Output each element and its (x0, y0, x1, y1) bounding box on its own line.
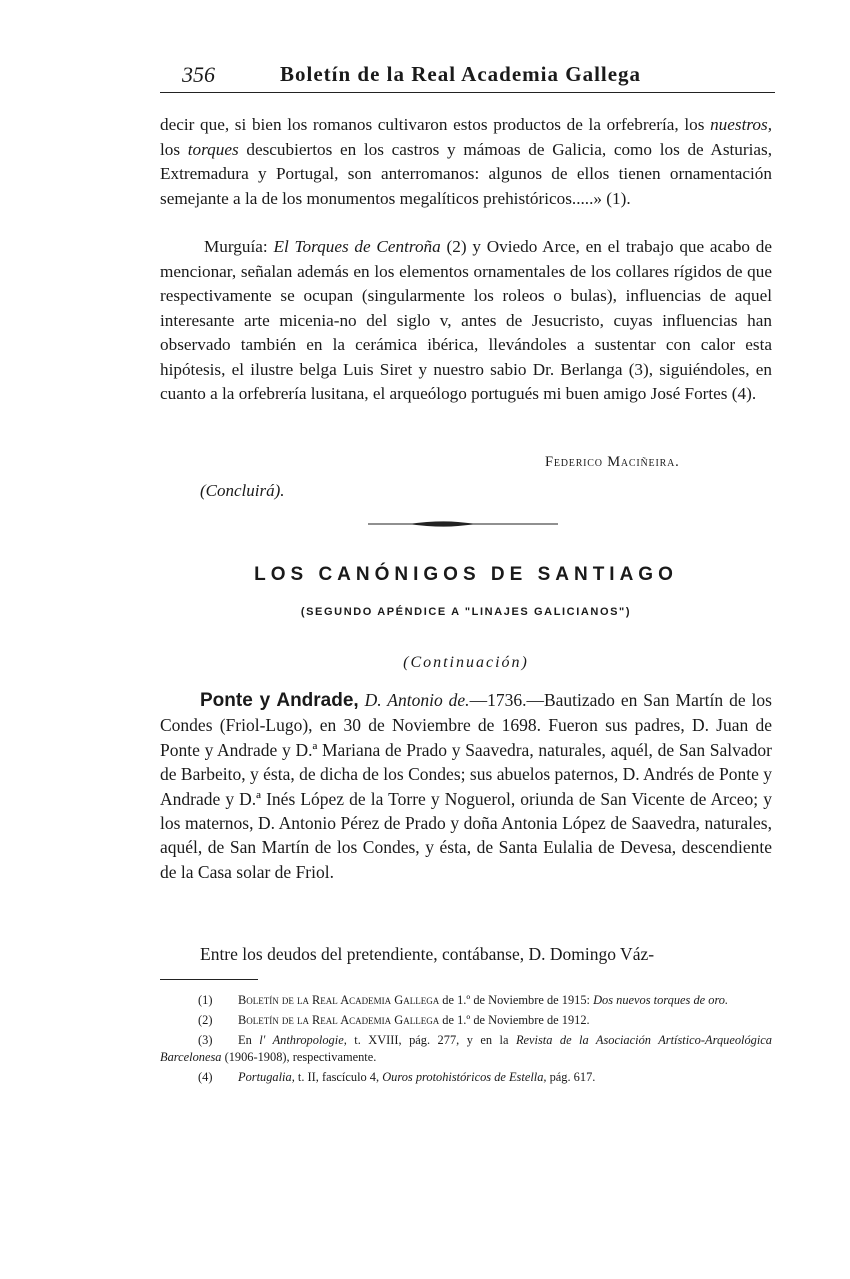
footnote-2: (2) Boletín de la Real Academia Gallega de 1.º de Noviembre de 1912. (198, 1012, 590, 1027)
paragraph-1: decir que, si bien los romanos cultivaron estos productos de la orfebrería, los nuestros, los torques descubiertos en los castros y mámoas de Galicia, como los de Asturias, Extremadura y Portugal, son anterromanos: algunos de ellos tienen ornamentación semejante a la de los monumentos megalíticos prehistóricos.....» (1). (160, 115, 772, 208)
paragraph-2: Murguía: El Torques de Centroña (2) y Oviedo Arce, en el trabajo que acabo de mencionar, señalan además en los elementos ornamentales de los collares rígidos de que respectivamente se ocupan (singularmente los roleos o bulas), influencias de aquel interesante arte micenia-no del siglo v, antes de Jesucristo, cuyas influencias han observado también en la cerámica ibérica, llevándoles a sustentar con calor esta hipótesis, el ilustre belga Luis Siret y nuestro sabio Dr. Berlanga (3), siguiéndoles, en cuanto a la orfebrería lusitana, el arqueólogo portugués mi buen amigo José Fortes (4). (160, 237, 773, 403)
continuation-label: (Continuación) (403, 654, 529, 671)
section-title: LOS CANÓNIGOS DE SANTIAGO (254, 564, 678, 585)
running-head (160, 62, 775, 93)
author-signature: Federico Maciñeira. (545, 454, 680, 470)
footnote-1: (1) Boletín de la Real Academia Gallega de 1.º de Noviembre de 1915: Dos nuevos torques de oro. (198, 993, 729, 1007)
genealogy-entry: Ponte y Andrade, D. Antonio de.—1736.—Bautizado en San Martín de los Condes (Friol-Lugo), en 30 de Noviembre de 1698. Fueron sus padres, D. Juan de Ponte y Andrade y D.ª Mariana de Prado y Saavedra, naturales, aquél, de San Salvador de Barbeito, y ésta, de dicha de los Condes; sus abuelos paternos, D. Andrés de Ponte y Andrade y D.ª Inés López de la Torre y Noguerol, oriunda de San Vicente de Arceo; y los maternos, D. Antonio Pérez de Prado y doña Antonia López de Saavedra, naturales, aquél, de San Martín de los Condes, y ésta, de Santa Eulalia de Devesa, descendiente de la Casa solar de Friol. (160, 690, 772, 882)
paragraph-4: Entre los deudos del pretendiente, contábanse, D. Domingo Váz- (200, 944, 655, 964)
page-number: 356 (182, 62, 215, 87)
to-be-concluded: (Concluirá). (200, 481, 285, 500)
footnote-3: (3) En l' Anthropologie, t. XVIII, pág. 277, y en la Revista de la Asociación Artístico-Arqueológica Barcelonesa (1906-1908), respectivamente. (160, 1032, 772, 1065)
footnote-rule (160, 979, 258, 980)
footnote-4: (4) Portugalia, t. II, fascículo 4, Ouros protohistóricos de Estella, pág. 617. (198, 1070, 596, 1085)
section-subtitle: (SEGUNDO APÉNDICE A "LINAJES GALICIANOS") (300, 606, 632, 618)
entry-name: Ponte y Andrade, (200, 690, 359, 711)
section-divider-ornament (368, 518, 558, 530)
journal-title: Boletín de la Real Academia Gallega (280, 62, 642, 86)
footnotes (160, 992, 772, 1089)
